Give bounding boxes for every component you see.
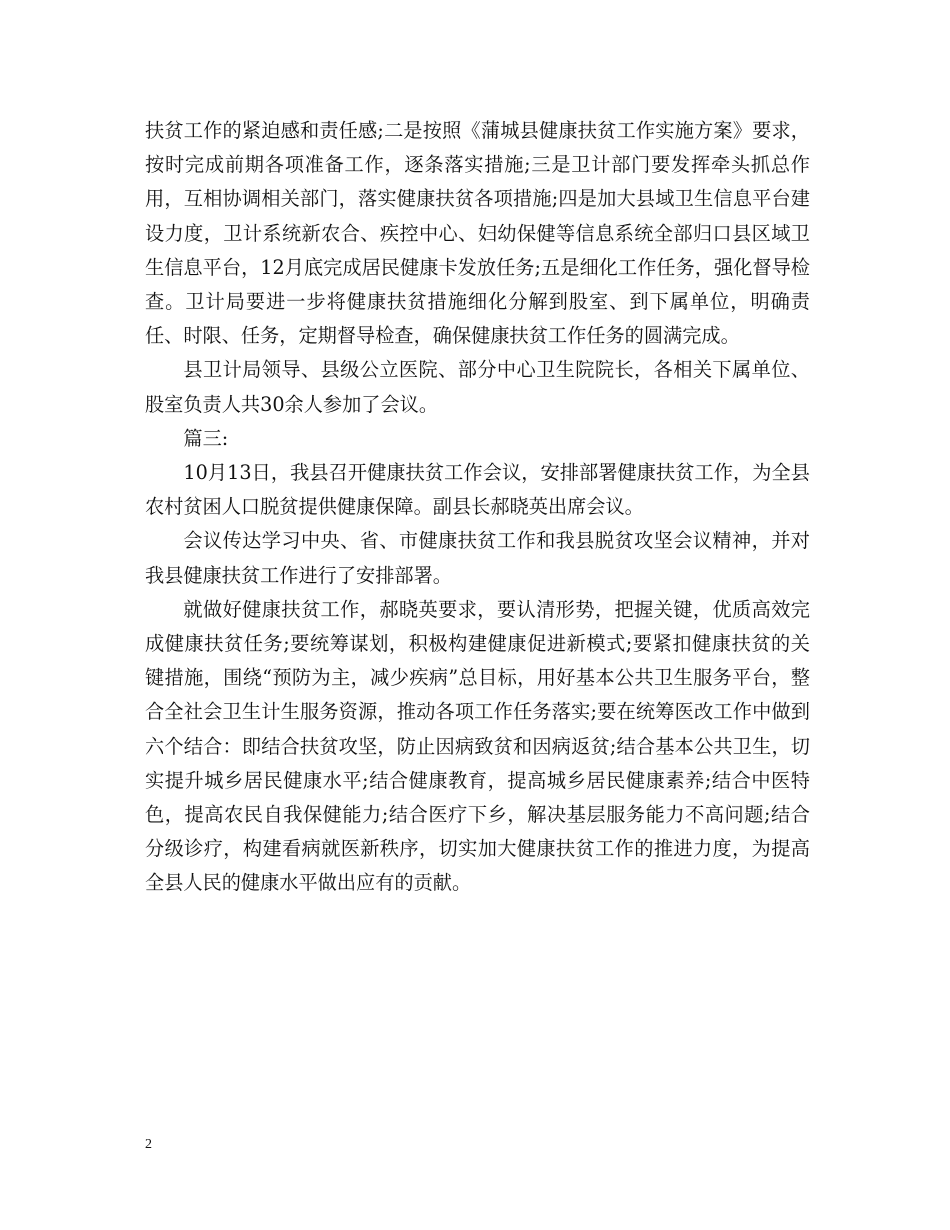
page-number: 2 bbox=[145, 1137, 152, 1152]
paragraph-meeting-content: 会议传达学习中央、省、市健康扶贫工作和我县脱贫攻坚会议精神，并对我县健康扶贫工作进行了安排部署。 bbox=[145, 529, 810, 587]
paragraph-requirements: 就做好健康扶贫工作，郝晓英要求，要认清形势，把握关键，优质高效完成健康扶贫任务;要统筹谋划，积极构建健康促进新模式;要紧扣健康扶贫的关键措施，围绕“预防为主，减少疾病”总目标，用好基本公共卫生服务平台，整合全社会卫生计生服务资源，推动各项工作任务落实;要在统筹医改工作中做到六个结合：即结合扶贫攻坚，防止因病致贫和因病返贫;结合基本公共卫生，切实提升城乡居民健康水平;结合健康教育，提高城乡居民健康素养;结合中医特色，提高农民自我保健能力;结合医疗下乡，解决基层服务能力不高问题;结合分级诊疗，构建看病就医新秩序，切实加大健康扶贫工作的推进力度，为提高全县人民的健康水平做出应有的贡献。 bbox=[145, 597, 810, 895]
paragraph-meeting-intro: 10月13日，我县召开健康扶贫工作会议，安排部署健康扶贫工作，为全县农村贫困人口脱贫提供健康保障。副县长郝晓英出席会议。 bbox=[145, 461, 810, 519]
section-heading-part-three: 篇三: bbox=[183, 426, 229, 450]
paragraph-continuation: 扶贫工作的紧迫感和责任感;二是按照《蒲城县健康扶贫工作实施方案》要求，按时完成前期各项准备工作，逐条落实措施;三是卫计部门要发挥牵头抓总作用，互相协调相关部门，落实健康扶贫各项措施;四是加大县域卫生信息平台建设力度，卫计系统新农合、疾控中心、妇幼保健等信息系统全部归口县区域卫生信息平台，12月底完成居民健康卡发放任务;五是细化工作任务，强化督导检查。卫计局要进一步将健康扶贫措施细化分解到股室、到下属单位，明确责任、时限、任务，定期督导检查，确保健康扶贫工作任务的圆满完成。 bbox=[145, 119, 810, 348]
document-body bbox=[145, 114, 810, 901]
paragraph-attendees: 县卫计局领导、县级公立医院、部分中心卫生院院长，各相关下属单位、股室负责人共30余人参加了会议。 bbox=[145, 358, 810, 416]
